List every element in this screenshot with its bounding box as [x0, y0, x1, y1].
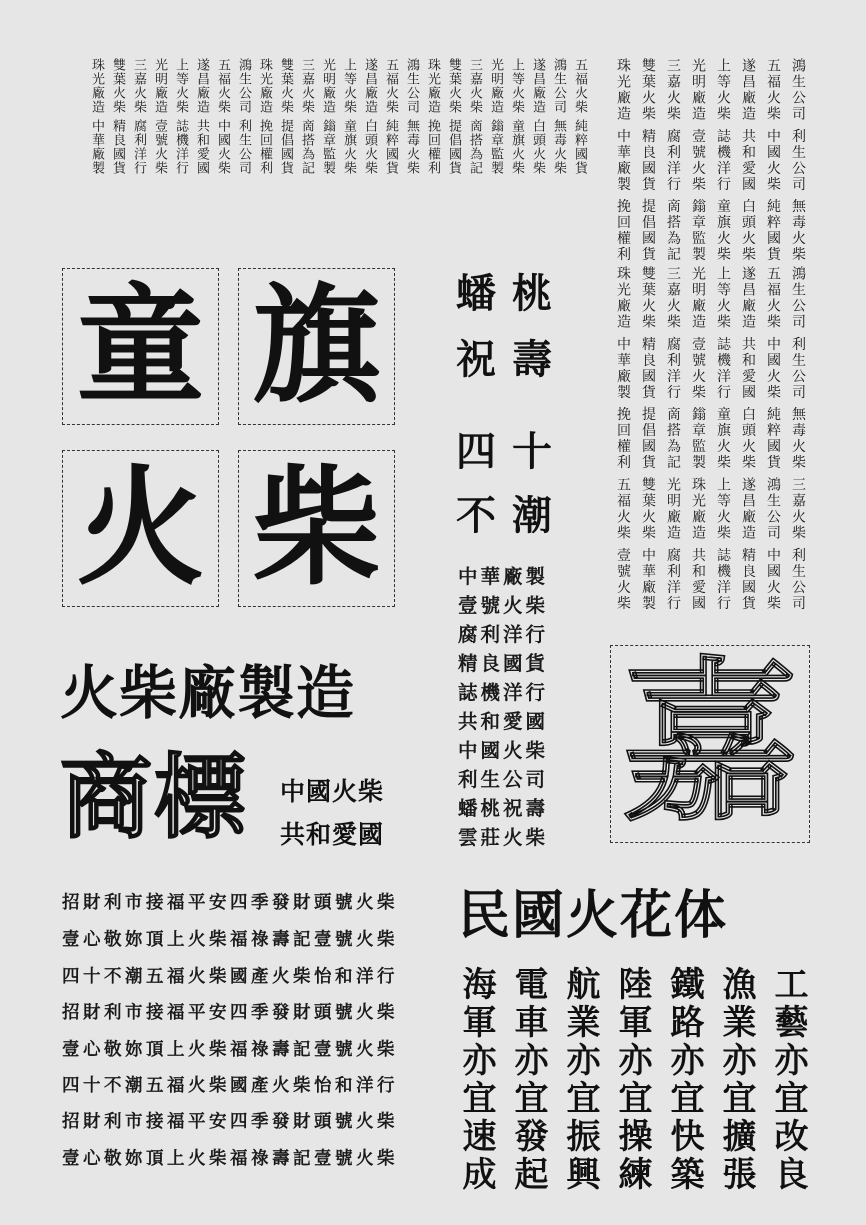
text-row: 招財利市接福平安四季發財頭號火柴	[62, 1112, 398, 1132]
vertical-text-column: 三嘉火柴 啇搭為記	[467, 58, 482, 176]
vertical-text-column: 光明廠造 鎓章監製	[488, 58, 503, 176]
vertical-text-column: 光明廠造 壹號火柴 鎓章監製 珠光廠造 共和愛國	[690, 266, 706, 612]
font-title: 民國火花体	[458, 886, 729, 946]
vertical-text-column: 雙葉火柴 提倡國貨	[446, 58, 461, 176]
sample-column-bottom: 操練	[612, 1118, 652, 1194]
shangbiao-line: 中國火柴	[280, 777, 385, 806]
sample-column-bottom: 速成	[456, 1118, 496, 1194]
shangbiao-outline: 商標	[60, 744, 249, 851]
vertical-text-column: 上等火柴 誌機洋行 童旗火柴 上等火柴 誌機洋行	[715, 266, 731, 612]
vertical-text-column: 珠光廠造 挽回權利	[425, 58, 440, 176]
vertical-text-column: 光明廠造 壹號火柴	[152, 58, 167, 176]
sample-column-bottom: 發起	[508, 1118, 548, 1194]
top-right-vertical-text	[614, 58, 810, 263]
glyph-tile: 火	[62, 450, 219, 607]
vertical-text-column: 珠光廠造 中華廠製 挽回權利	[615, 58, 631, 263]
text-row: 招財利市接福平安四季發財頭號火柴	[62, 893, 398, 913]
vertical-text-column: 鴻生公司 利生公司	[236, 58, 251, 176]
vertical-text-column: 鴻生公司 無毒火柴	[404, 58, 419, 176]
vertical-text-column: 五福火柴 純粹國貨	[572, 58, 587, 176]
text-row: 壹心敬妳頂上火柴福祿壽記壹號火柴	[62, 1040, 398, 1060]
sample-column-bottom: 改良	[768, 1118, 808, 1194]
glyph-pairs	[456, 262, 566, 542]
vertical-text-column: 珠光廠造 中華廠製 挽回權利 五福火柴 壹號火柴	[615, 266, 631, 612]
pair-right-glyph: 桃	[512, 271, 552, 317]
sample-column-top: 工藝亦宜	[768, 966, 808, 1118]
vertical-text-column: 雙葉火柴 精良國貨 提倡國貨 雙葉火柴 中華廠製	[640, 266, 656, 612]
sample-column	[456, 966, 496, 1194]
vertical-text-column: 光明廠造 壹號火柴 鎓章監製	[690, 58, 706, 263]
list-item: 蟠桃祝壽	[458, 797, 549, 820]
list-item: 中國火柴	[458, 739, 549, 762]
sample-column-bottom: 擴張	[716, 1118, 756, 1194]
text-row: 壹心敬妳頂上火柴福祿壽記壹號火柴	[62, 930, 398, 950]
shangbiao-line: 共和愛國	[280, 820, 385, 849]
glyph-tile: 柴	[238, 450, 395, 607]
sample-column-bottom: 振興	[560, 1118, 600, 1194]
vertical-text-column: 雙葉火柴 精良國貨	[110, 58, 125, 176]
font-sample-columns	[456, 966, 808, 1194]
vertical-text-column: 五福火柴 純粹國貨	[383, 58, 398, 176]
sample-column-top: 航業亦宜	[560, 966, 600, 1118]
list-item: 精良國貨	[458, 652, 549, 675]
list-item: 腐利洋行	[458, 623, 549, 646]
sample-column-top: 陸軍亦宜	[612, 966, 652, 1118]
vertical-text-column: 遂昌廠造 共和愛國 白頭火柴	[740, 58, 756, 263]
pair-left-glyph: 四	[456, 429, 496, 475]
pair-right-glyph: 十	[512, 429, 552, 475]
vertical-text-column: 雙葉火柴 提倡國貨	[278, 58, 293, 176]
sample-column	[664, 966, 704, 1194]
sample-column	[768, 966, 808, 1194]
vertical-text-column: 遂昌廠造 白頭火柴	[362, 58, 377, 176]
vertical-text-column: 五福火柴 中國火柴	[215, 58, 230, 176]
vertical-text-column: 三嘉火柴 腐利洋行 啇搭為記 光明廠造 腐利洋行	[665, 266, 681, 612]
vertical-text-column: 上等火柴 童旗火柴	[509, 58, 524, 176]
pair-left-glyph: 祝	[456, 337, 496, 383]
list-item: 雲莊火柴	[458, 826, 549, 849]
jia-outline-glyph: 嘉	[621, 641, 798, 846]
vertical-text-column: 珠光廠造 挽回權利	[257, 58, 272, 176]
vertical-text-column: 遂昌廠造 共和愛國 白頭火柴 遂昌廠造 精良國貨	[740, 266, 756, 612]
vertical-text-column: 三嘉火柴 腐利洋行	[131, 58, 146, 176]
vertical-text-column: 鴻生公司 利生公司 無毒火柴 三嘉火柴 利生公司	[790, 266, 806, 612]
vertical-text-column: 光明廠造 鎓章監製	[320, 58, 335, 176]
sample-column-top: 漁業亦宜	[716, 966, 756, 1118]
vertical-text-column: 鴻生公司 無毒火柴	[551, 58, 566, 176]
vertical-text-column: 上等火柴 誌機洋行	[173, 58, 188, 176]
sample-column-bottom: 快築	[664, 1118, 704, 1194]
list-item: 誌機洋行	[458, 681, 549, 704]
mid-right-vertical-text	[614, 266, 810, 612]
sample-column-top: 鐵路亦宜	[664, 966, 704, 1118]
text-row: 四十不潮五福火柴國產火柴怡和洋行	[62, 967, 398, 987]
sample-column-top: 海軍亦宜	[456, 966, 496, 1118]
pair-left-glyph: 不	[456, 493, 496, 539]
vertical-text-column: 珠光廠造 中華廠製	[89, 58, 104, 176]
vertical-text-column: 五福火柴 中國火柴 純粹國貨 鴻生公司 中國火柴	[765, 266, 781, 612]
vertical-text-column: 三嘉火柴 腐利洋行 啇搭為記	[665, 58, 681, 263]
vertical-text-column: 遂昌廠造 共和愛國	[194, 58, 209, 176]
sample-column	[560, 966, 600, 1194]
list-item: 利生公司	[458, 768, 549, 791]
glyph-tile: 童	[62, 268, 219, 425]
phrase-list	[458, 562, 548, 852]
sample-column-top: 電車亦宜	[508, 966, 548, 1118]
vertical-text-column: 鴻生公司 利生公司 無毒火柴	[790, 58, 806, 263]
vertical-text-column: 上等火柴 誌機洋行 童旗火柴	[715, 58, 731, 263]
sample-column	[716, 966, 756, 1194]
text-row: 四十不潮五福火柴國產火柴怡和洋行	[62, 1076, 398, 1096]
top-left-vertical-text	[60, 58, 590, 228]
sample-column	[508, 966, 548, 1194]
text-row: 壹心敬妳頂上火柴福祿壽記壹號火柴	[62, 1149, 398, 1169]
vertical-text-column: 雙葉火柴 精良國貨 提倡國貨	[640, 58, 656, 263]
list-item: 共和愛國	[458, 710, 549, 733]
vertical-text-column: 三嘉火柴 啇搭為記	[299, 58, 314, 176]
sample-column	[612, 966, 652, 1194]
pair-right-glyph: 壽	[512, 337, 552, 383]
vertical-text-column: 遂昌廠造 白頭火柴	[530, 58, 545, 176]
list-item: 中華廠製	[458, 565, 549, 588]
pair-right-glyph: 潮	[512, 493, 552, 539]
headline: 火柴廠製造	[60, 659, 356, 727]
jia-tile	[610, 641, 810, 846]
glyph-tile: 旗	[238, 268, 395, 425]
vertical-text-column: 上等火柴 童旗火柴	[341, 58, 356, 176]
list-item: 壹號火柴	[458, 594, 549, 617]
text-row: 招財利市接福平安四季發財頭號火柴	[62, 1003, 398, 1023]
pair-left-glyph: 蟠	[456, 271, 496, 317]
vertical-text-column: 五福火柴 中國火柴 純粹國貨	[765, 58, 781, 263]
